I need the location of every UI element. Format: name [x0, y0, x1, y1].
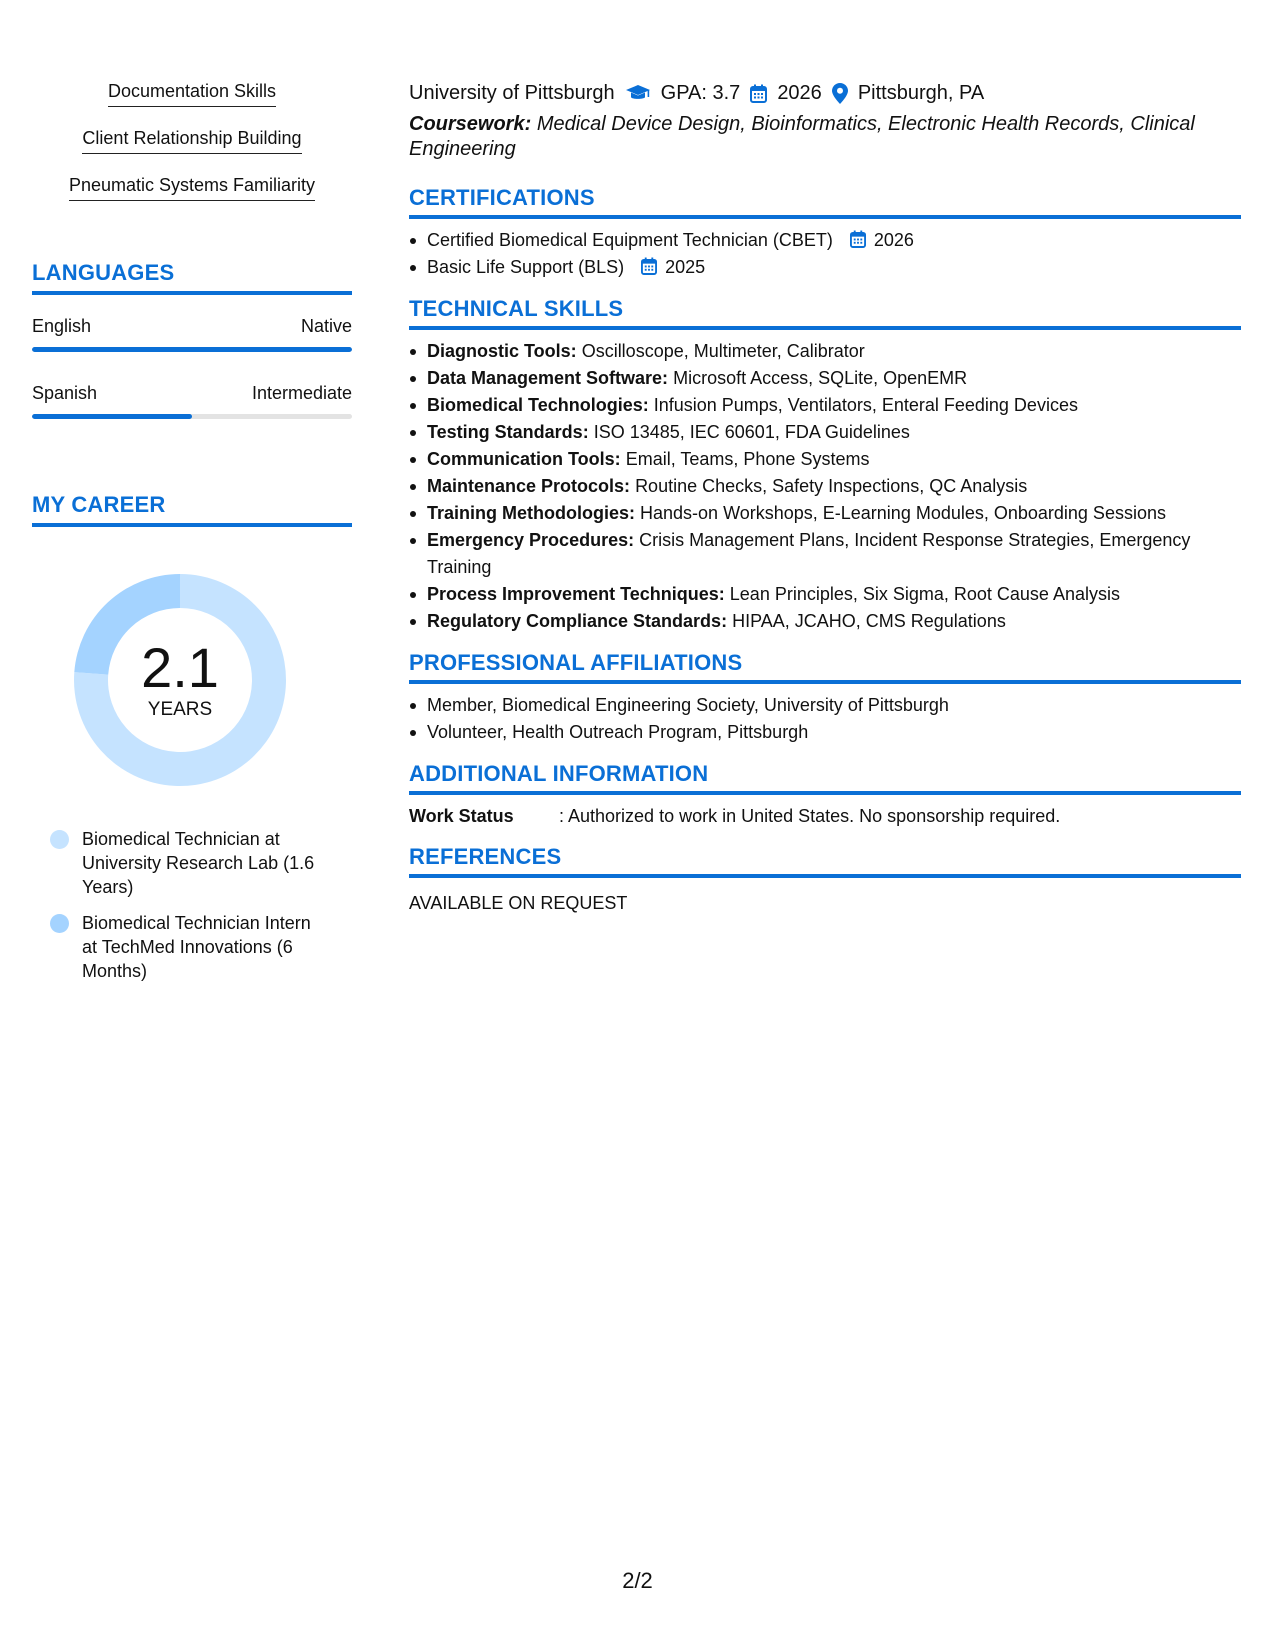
references-text: AVAILABLE ON REQUEST: [409, 893, 628, 913]
career-unit: YEARS: [147, 699, 213, 720]
language-item: [32, 315, 352, 352]
calendar-icon: [850, 230, 866, 248]
legend-dot: [50, 914, 69, 933]
list-item: [409, 338, 1241, 365]
technical-skills-list: [409, 338, 1241, 635]
skill-tags: [32, 80, 352, 221]
list-item: [409, 446, 1241, 473]
language-level: Intermediate: [251, 383, 352, 403]
skill-label: Diagnostic Tools:: [427, 341, 577, 361]
coursework: [409, 112, 1241, 162]
certification-year: 2026: [873, 230, 914, 250]
career-legend-label: Biomedical Technician at University Research Lab (1.6 Years): [82, 829, 315, 897]
skill-value: Oscilloscope, Multimeter, Calibrator: [581, 341, 865, 361]
career-legend-item: [50, 911, 317, 983]
career-legend-label: Biomedical Technician Intern at TechMed Innovations (6 Months): [82, 913, 311, 981]
skill-value: Email, Teams, Phone Systems: [625, 449, 870, 469]
skill-label: Emergency Procedures:: [427, 530, 635, 550]
work-status-label: Work Status: [409, 806, 514, 826]
skill-value: Lean Principles, Six Sigma, Root Cause Analysis: [729, 584, 1120, 604]
skill-label: Data Management Software:: [427, 368, 669, 388]
additional-info-heading: ADDITIONAL INFORMATION: [409, 760, 1241, 795]
graduation-cap-icon: [625, 84, 651, 102]
skill-tag: Documentation Skills: [108, 80, 276, 107]
school-name: University of Pittsburgh: [409, 82, 615, 104]
education-line: [409, 80, 1241, 106]
right-column: [409, 80, 1241, 916]
skill-value: Microsoft Access, SQLite, OpenEMR: [673, 368, 968, 388]
skill-value: Infusion Pumps, Ventilators, Enteral Feeding Devices: [653, 395, 1078, 415]
language-item: [32, 382, 352, 419]
references-section: [409, 843, 1241, 916]
skill-tag: Pneumatic Systems Familiarity: [69, 174, 315, 201]
skill-label: Regulatory Compliance Standards:: [427, 611, 728, 631]
legend-dot: [50, 830, 69, 849]
list-item: [409, 527, 1241, 581]
gpa: GPA: 3.7: [660, 82, 741, 104]
skill-label: Process Improvement Techniques:: [427, 584, 725, 604]
page-number: 2/2: [622, 1568, 653, 1593]
calendar-icon: [641, 257, 657, 275]
list-item: [409, 473, 1241, 500]
languages-section: [32, 259, 352, 419]
list-item: [409, 392, 1241, 419]
list-item: [409, 608, 1241, 635]
skill-label: Training Methodologies:: [427, 503, 635, 523]
language-level: Native: [300, 316, 352, 336]
list-item: [409, 581, 1241, 608]
coursework-label: Coursework:: [409, 113, 532, 135]
graduation-year: 2026: [777, 82, 822, 104]
skill-value: Crisis Management Plans, Incident Response Strategies, Emergency Training: [427, 530, 1191, 577]
career-section: [32, 491, 352, 983]
skill-value: Hands-on Workshops, E-Learning Modules, Onboarding Sessions: [640, 503, 1166, 523]
certification-name: Basic Life Support (BLS): [427, 257, 625, 277]
certifications-list: [409, 227, 1241, 281]
certifications-heading: CERTIFICATIONS: [409, 184, 1241, 219]
map-pin-icon: [832, 83, 848, 104]
languages-heading: LANGUAGES: [32, 259, 352, 295]
language-bar: [32, 414, 352, 419]
additional-info-section: [409, 760, 1241, 829]
work-status-row: [409, 803, 1241, 829]
list-item: Member, Biomedical Engineering Society, University of Pittsburgh: [409, 692, 1241, 719]
affiliations-heading: PROFESSIONAL AFFILIATIONS: [409, 649, 1241, 684]
work-status-value: : Authorized to work in United States. No sponsorship required.: [559, 806, 1061, 826]
references-heading: REFERENCES: [409, 843, 1241, 878]
calendar-icon: [750, 84, 767, 103]
affiliations-section: [409, 649, 1241, 746]
skill-label: Testing Standards:: [427, 422, 589, 442]
language-name: Spanish: [32, 383, 98, 403]
school-location: Pittsburgh, PA: [857, 82, 985, 104]
affiliations-list: [409, 692, 1241, 746]
skill-label: Biomedical Technologies:: [427, 395, 649, 415]
career-legend: [32, 827, 317, 983]
skill-value: Routine Checks, Safety Inspections, QC Analysis: [635, 476, 1028, 496]
skill-label: Communication Tools:: [427, 449, 621, 469]
list-item: [409, 254, 1241, 281]
certification-year: 2025: [665, 257, 706, 277]
list-item: [409, 365, 1241, 392]
certification-name: Certified Biomedical Equipment Technician (CBET): [427, 230, 833, 250]
career-donut-chart: [67, 567, 293, 793]
skill-value: HIPAA, JCAHO, CMS Regulations: [732, 611, 1006, 631]
language-bar-fill: [32, 347, 352, 352]
list-item: [409, 227, 1241, 254]
language-bar: [32, 347, 352, 352]
list-item: [409, 500, 1241, 527]
career-heading: MY CAREER: [32, 491, 352, 527]
coursework-list: Medical Device Design, Bioinformatics, Electronic Health Records, Clinical Engineering: [409, 113, 1195, 160]
language-name: English: [32, 316, 92, 336]
list-item: Volunteer, Health Outreach Program, Pittsburgh: [409, 719, 1241, 746]
language-bar-fill: [32, 414, 192, 419]
left-column: [32, 80, 352, 995]
technical-skills-section: [409, 295, 1241, 635]
career-total: 2.1: [141, 636, 219, 699]
skill-value: ISO 13485, IEC 60601, FDA Guidelines: [593, 422, 910, 442]
list-item: [409, 419, 1241, 446]
technical-skills-heading: TECHNICAL SKILLS: [409, 295, 1241, 330]
certifications-section: [409, 184, 1241, 281]
career-legend-item: [50, 827, 317, 899]
skill-tag: Client Relationship Building: [82, 127, 301, 154]
skill-label: Maintenance Protocols:: [427, 476, 631, 496]
